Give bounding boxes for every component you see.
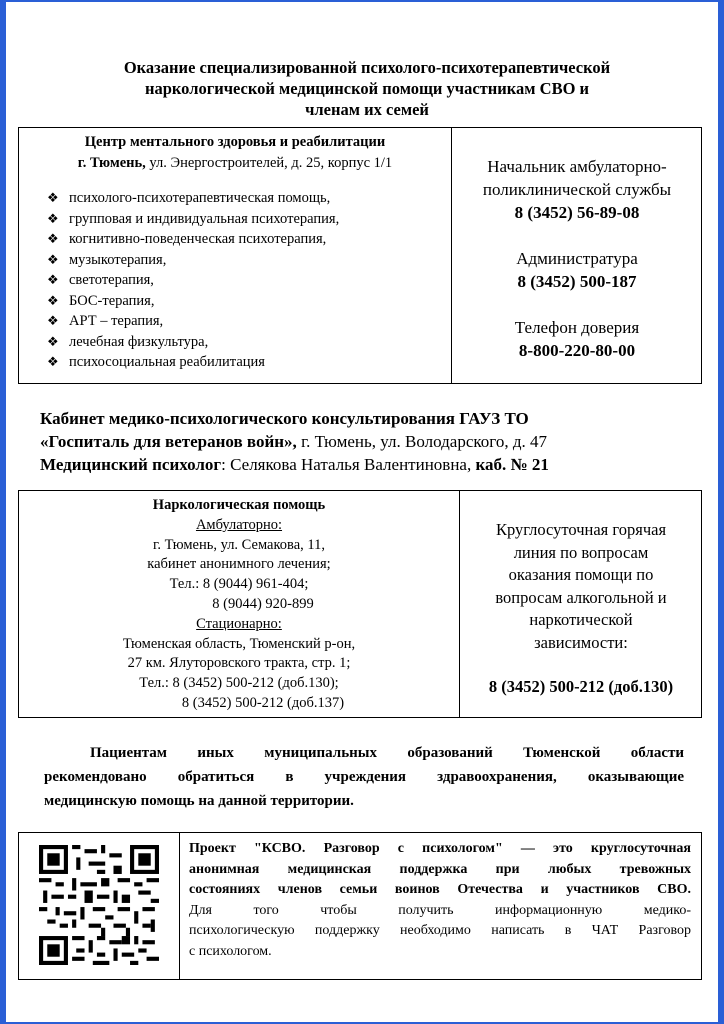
center-info [19, 132, 451, 373]
project-line-4: Для того чтобы получить информационную медико- [189, 902, 691, 918]
trust-phone[interactable]: 8-800-220-80-00 [518, 341, 636, 360]
list-item: ❖ музыкотерапия, [47, 250, 451, 271]
outpatient-address-2: кабинет анонимного лечения; [147, 556, 331, 573]
hotline-panel [460, 519, 702, 699]
regional-note [44, 741, 684, 813]
title-line-1: Оказание специализированной психолого-психотерапевтической [123, 58, 611, 77]
project-line-2: анонимная медицинская поддержка при любых тревожных [189, 861, 691, 877]
hotline-text-2: линия по вопросам [513, 542, 649, 562]
trust-label: Телефон доверия [514, 318, 640, 337]
cabinet-title: Кабинет медико-психологического консультирования ГАУЗ ТО [40, 409, 529, 428]
diamond-bullet-icon: ❖ [47, 251, 59, 267]
list-item: ❖ БОС-терапия, [47, 291, 451, 312]
qr-code-icon[interactable] [39, 845, 159, 965]
inpatient-phone-2[interactable]: 8 (3452) 500-212 (доб.137) [181, 694, 345, 711]
project-line-1: Проект "КСВО. Разговор с психологом" — это круглосуточная [189, 841, 691, 856]
diamond-bullet-icon: ❖ [47, 231, 59, 246]
center-address [19, 153, 451, 174]
cabinet-address [40, 430, 710, 453]
list-item: ❖ психолого-психотерапевтическая помощь, [47, 188, 451, 209]
chief-label-2: поликлинической службы [482, 180, 672, 199]
inpatient-address-2: 27 км. Ялуторовского тракта, стр. 1; [127, 655, 351, 672]
services-list [47, 188, 451, 373]
contacts-panel [452, 155, 702, 362]
page-title [26, 57, 708, 120]
inpatient-label: Стационарно: [196, 615, 282, 632]
center-box [18, 127, 702, 384]
cabinet-street: г. Тюмень, ул. Володарского, д. 47 [296, 432, 547, 451]
project-line-6: с психологом. [189, 943, 272, 959]
hotline-phone[interactable]: 8 (3452) 500-212 (доб.130) [488, 677, 674, 696]
inpatient-phone-1[interactable]: Тел.: 8 (3452) 500-212 (доб.130); [139, 675, 339, 692]
narco-info [19, 496, 459, 714]
cabinet-section [40, 407, 710, 476]
title-line-2: наркологической медицинской помощи участникам СВО и [144, 79, 590, 98]
cabinet-hospital: «Госпиталь для ветеранов войн», [40, 432, 297, 451]
list-item: ❖ когнитивно-поведенческая психотерапия, [47, 229, 451, 250]
note-line-3: медицинскую помощь на данной территории. [44, 793, 354, 809]
hotline-text-3: оказания помощи по [508, 565, 654, 584]
diamond-bullet-icon: ❖ [47, 313, 59, 328]
center-name: Центр ментального здоровья и реабилитации [84, 134, 386, 150]
diamond-bullet-icon: ❖ [47, 333, 59, 349]
chief-label: Начальник амбулаторно- [487, 157, 667, 176]
admin-phone[interactable]: 8 (3452) 500-187 [517, 272, 637, 291]
list-item: ❖ светотерапия, [47, 270, 451, 291]
hotline-text-5: наркотической [529, 610, 633, 629]
center-street: ул. Энергостроителей, д. 25, корпус 1/1 [145, 154, 393, 171]
divider [179, 833, 180, 979]
hotline-text-1: Круглосуточная горячая [495, 520, 667, 539]
hotline-text-6: зависимости: [534, 632, 628, 652]
chief-phone[interactable]: 8 (3452) 56-89-08 [514, 203, 640, 222]
list-item: ❖ психосоциальная реабилитация [47, 352, 451, 373]
list-item: ❖ АРТ – терапия, [47, 311, 451, 332]
project-box [18, 832, 702, 980]
outpatient-address-1: г. Тюмень, ул. Семакова, 11, [153, 536, 325, 553]
diamond-bullet-icon: ❖ [47, 292, 59, 308]
project-line-3: состояниях членов семьи воинов Отечества и участников СВО. [189, 882, 691, 897]
center-city: г. Тюмень, [77, 154, 146, 171]
psychologist-label: Медицинский психолог [40, 455, 222, 474]
psychologist-name: : Селякова Наталья Валентиновна, [221, 455, 476, 474]
note-line-1: Пациентам иных муниципальных образований Тюменской области [90, 745, 684, 761]
title-line-3: членам их семей [305, 100, 429, 119]
room-number: каб. № 21 [475, 455, 549, 474]
outpatient-phone-2[interactable]: 8 (9044) 920-899 [212, 595, 314, 612]
narco-heading: Наркологическая помощь [152, 497, 326, 513]
diamond-bullet-icon: ❖ [47, 272, 59, 287]
admin-label: Администратура [516, 249, 638, 268]
list-item: ❖ групповая и индивидуальная психотерапия, [47, 209, 451, 230]
list-item: ❖ лечебная физкультура, [47, 332, 451, 353]
outpatient-label: Амбулаторно: [195, 516, 283, 533]
cabinet-psychologist [40, 453, 710, 476]
diamond-bullet-icon: ❖ [47, 210, 59, 226]
note-line-2: рекомендовано обратиться в учреждения здравоохранения, оказывающие [44, 769, 684, 785]
hotline-text-4: вопросам алкогольной и [495, 587, 667, 607]
diamond-bullet-icon: ❖ [47, 190, 59, 205]
project-line-5: психологическую поддержку необходимо написать в ЧАТ Разговор [189, 923, 691, 938]
diamond-bullet-icon: ❖ [47, 354, 59, 369]
narco-box [18, 490, 702, 718]
project-text [189, 839, 691, 962]
outpatient-phone-1[interactable]: Тел.: 8 (9044) 961-404; [169, 576, 309, 593]
inpatient-address-1: Тюменская область, Тюменский р-он, [122, 635, 356, 652]
